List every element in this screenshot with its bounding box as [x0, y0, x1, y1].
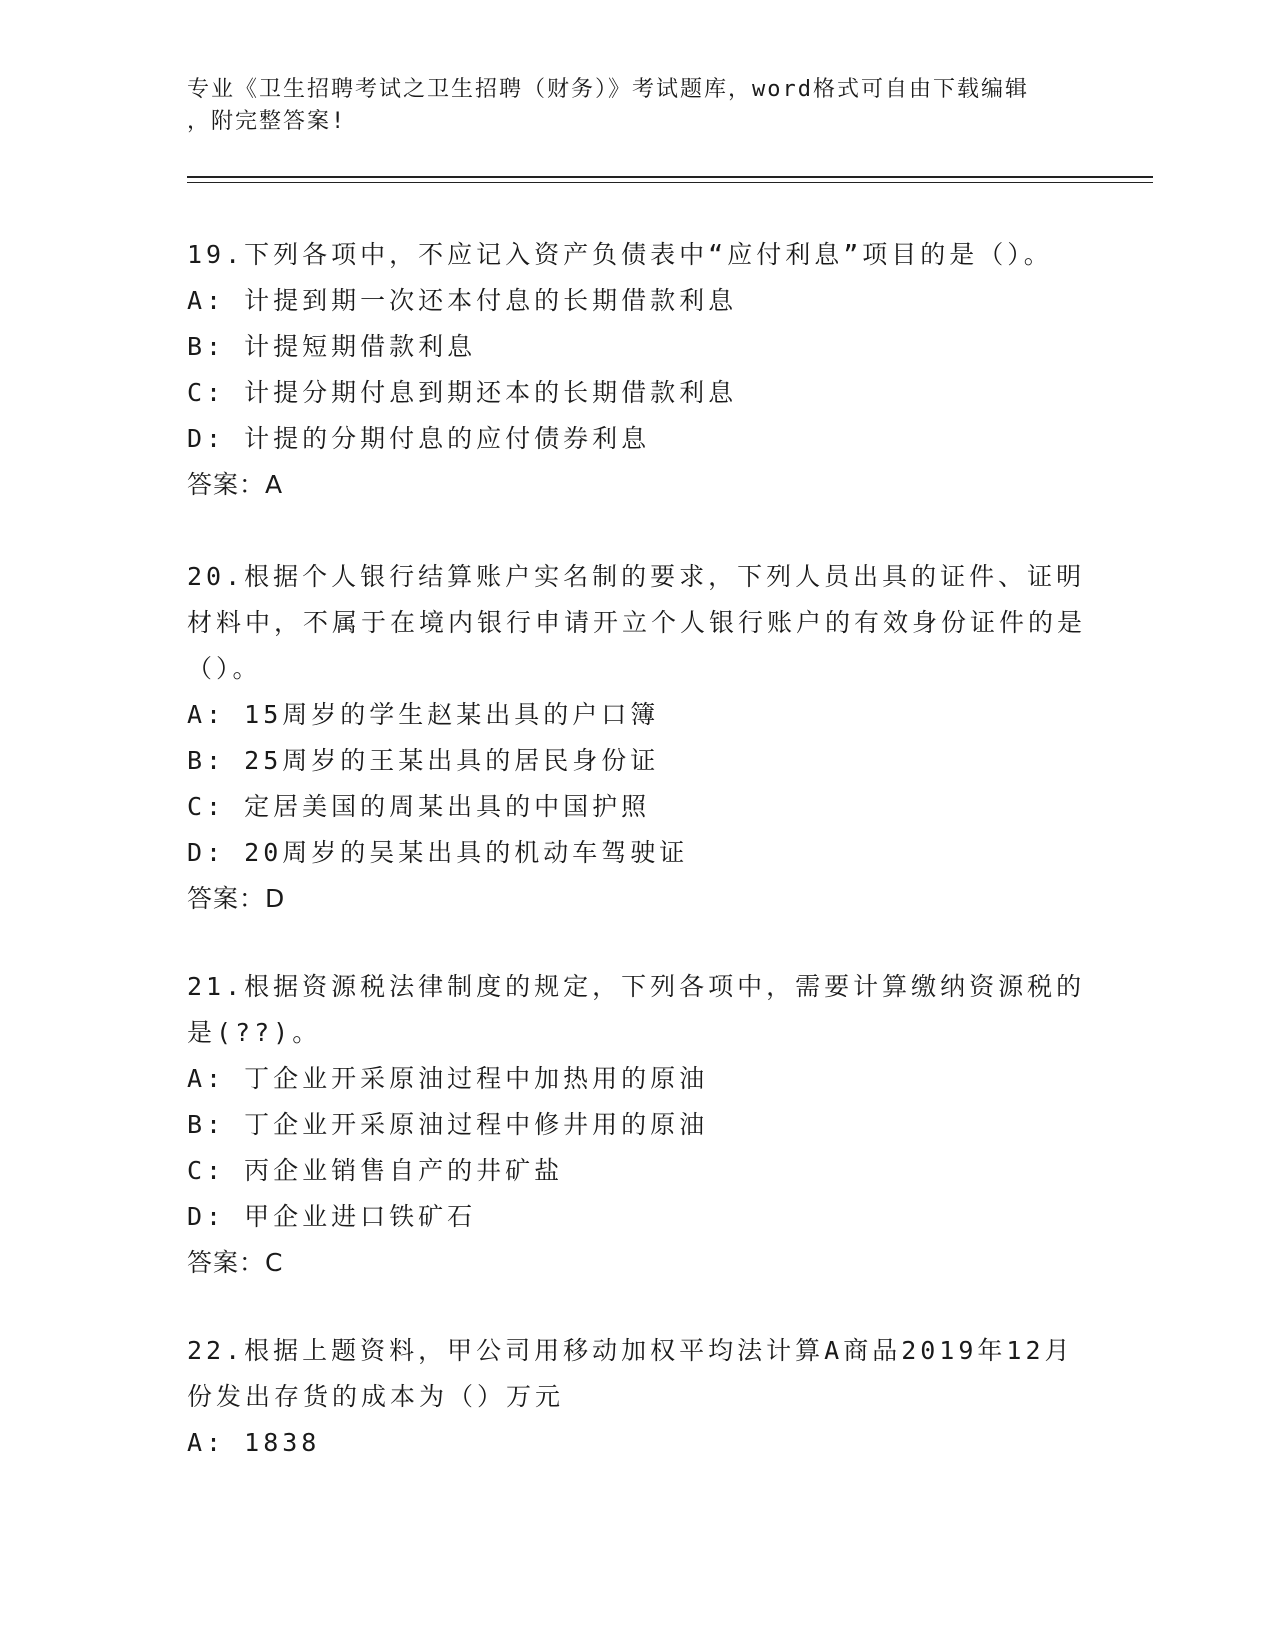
option-a: A: 丁企业开采原油过程中加热用的原油	[187, 1064, 709, 1093]
question-19	[187, 232, 1087, 508]
question-20	[187, 554, 1087, 922]
answer: 答案：D	[187, 884, 286, 913]
question-stem: 22.根据上题资料，甲公司用移动加权平均法计算A商品2019年12月份发出存货的成本为（）万元	[187, 1336, 1074, 1411]
option-d: D: 计提的分期付息的应付债券利息	[187, 424, 651, 453]
option-d: D: 甲企业进口铁矿石	[187, 1202, 477, 1231]
question-stem: 20.根据个人银行结算账户实名制的要求，下列人员出具的证件、证明材料中，不属于在境内银行申请开立个人银行账户的有效身份证件的是（）。	[187, 562, 1087, 683]
question-21	[187, 964, 1087, 1286]
document-header	[187, 74, 1087, 138]
answer: 答案：C	[187, 1248, 284, 1277]
option-a: A: 计提到期一次还本付息的长期借款利息	[187, 286, 738, 315]
option-d: D: 20周岁的吴某出具的机动车驾驶证	[187, 838, 689, 867]
option-c: C: 定居美国的周某出具的中国护照	[187, 792, 651, 821]
question-22	[187, 1328, 1087, 1466]
question-stem: 21.根据资源税法律制度的规定，下列各项中，需要计算缴纳资源税的是(??)。	[187, 972, 1086, 1047]
option-a: A: 15周岁的学生赵某出具的户口簿	[187, 700, 660, 729]
option-b: B: 丁企业开采原油过程中修井用的原油	[187, 1110, 709, 1139]
option-b: B: 计提短期借款利息	[187, 332, 477, 361]
option-b: B: 25周岁的王某出具的居民身份证	[187, 746, 660, 775]
header-divider	[187, 176, 1153, 183]
answer: 答案：A	[187, 470, 284, 499]
option-c: C: 丙企业销售自产的井矿盐	[187, 1156, 564, 1185]
option-c: C: 计提分期付息到期还本的长期借款利息	[187, 378, 738, 407]
option-a: A: 1838	[187, 1428, 321, 1457]
header-line-2: ，附完整答案!	[187, 109, 347, 134]
question-stem: 19.下列各项中，不应记入资产负债表中“应付利息”项目的是（）。	[187, 240, 1053, 269]
header-line-1: 专业《卫生招聘考试之卫生招聘（财务）》考试题库，word格式可自由下载编辑	[187, 77, 1029, 102]
